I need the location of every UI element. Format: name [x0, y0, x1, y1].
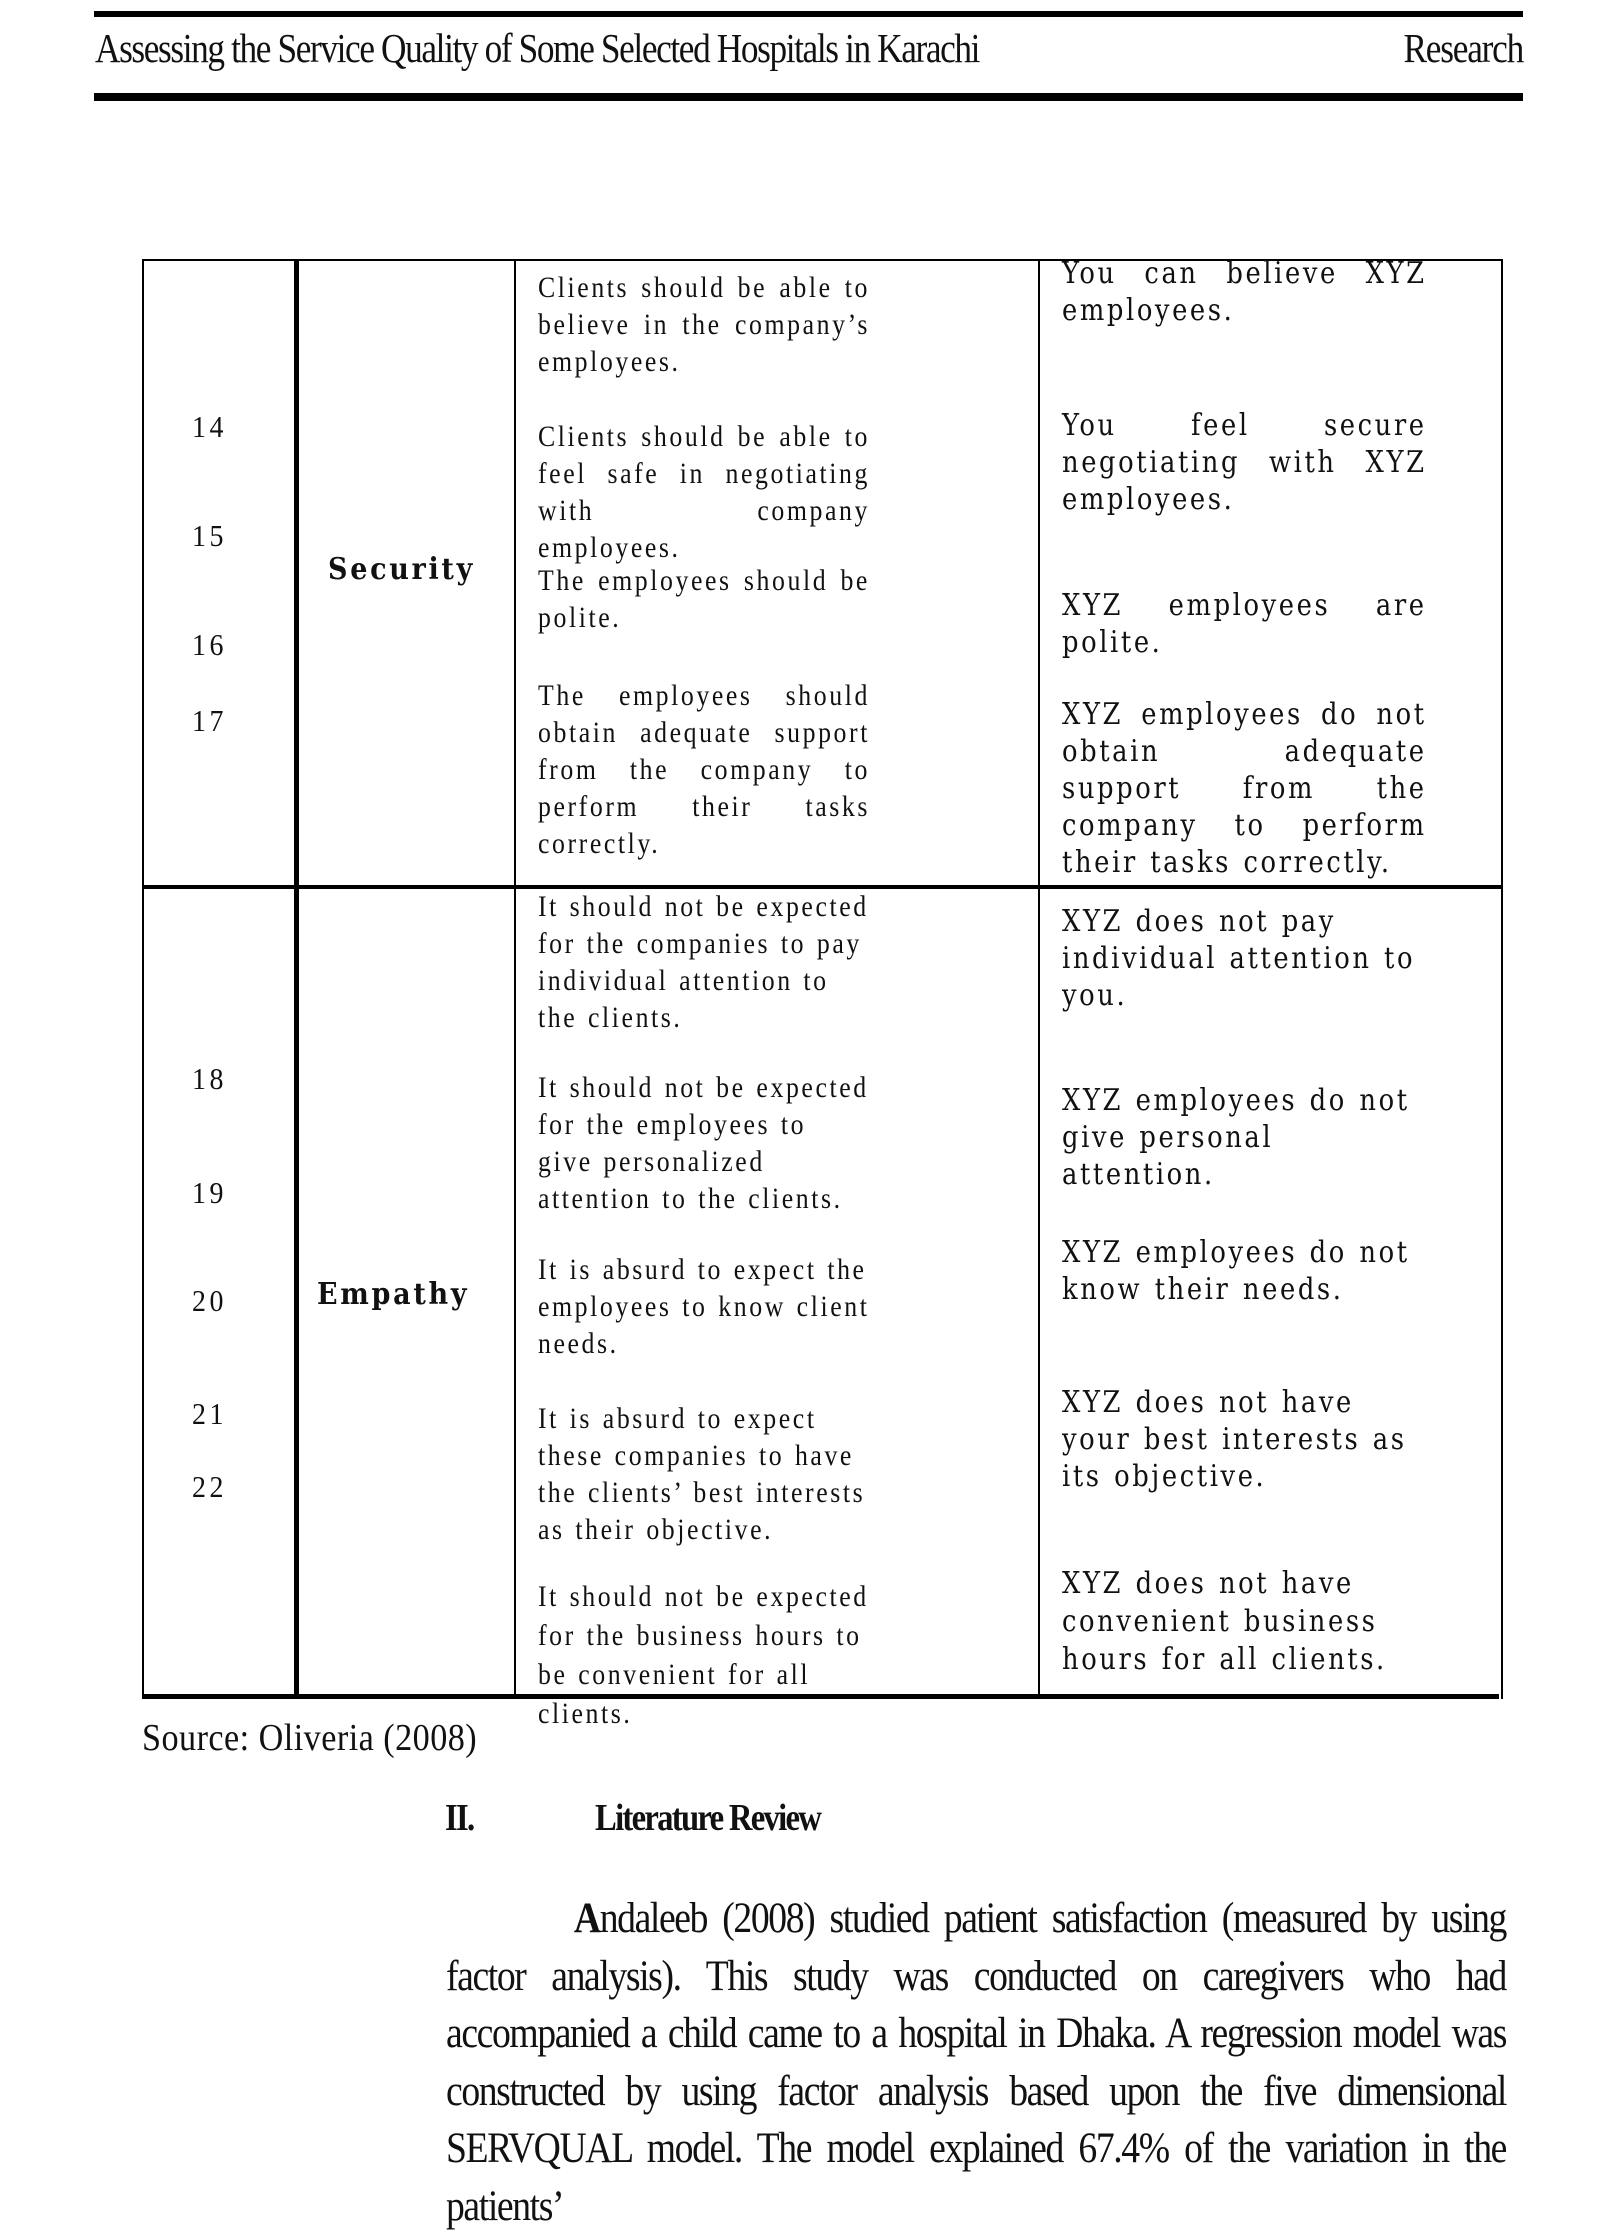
expectation-statement: It should not be expected for the business hours to be convenient for all clients. [538, 1580, 869, 1730]
expectation-statement: The employees should be polite. [538, 564, 870, 634]
item-number: 19 [192, 1175, 228, 1210]
expectation-statement: Clients should be able to feel safe in negotiating with company employees. [538, 420, 870, 564]
expectation-statement: It should not be expected for the employees to give personalized attention to the clients. [538, 1071, 869, 1215]
running-header-title: Assessing the Service Quality of Some Selected Hospitals in Karachi [95, 25, 980, 71]
expectation-statement: It is absurd to expect these companies to have the clients’ best interests as their objective. [538, 1402, 866, 1546]
perception-statement: XYZ does not have convenient business hours for all clients. [1062, 1566, 1387, 1677]
perception-statement: You feel secure negotiating with XYZ employees. [1062, 408, 1427, 517]
section-number: II. [445, 1797, 474, 1839]
header-top-rule [94, 11, 1523, 17]
running-header-section: Research [1403, 25, 1523, 71]
item-number: 16 [192, 627, 228, 662]
item-number: 20 [192, 1283, 228, 1318]
expectation-statement: It is absurd to expect the employees to know client needs. [538, 1253, 870, 1360]
item-number: 14 [192, 409, 228, 444]
dimension-label-security: Security [328, 552, 475, 587]
perception-statement: XYZ does not have your best interests as its objective. [1062, 1385, 1407, 1494]
servqual-items-table [142, 256, 1503, 1730]
table-right-border [1501, 259, 1503, 1699]
table-left-border [142, 259, 144, 1699]
item-number: 22 [192, 1469, 228, 1504]
header-bottom-rule [94, 93, 1523, 101]
paragraph-initial-letter: A [573, 1895, 600, 1942]
section-title: Literature Review [595, 1797, 821, 1839]
item-number: 17 [192, 703, 228, 738]
paragraph-text: ndaleeb (2008) studied patient satisfaction (measured by using factor analysis). This study was conducted on caregivers who had accompanied a child came to a hospital in Dhaka. A regression model was constructed by using factor analysis based upon the five dimensional SERVQUAL model. The model explained 67.4% of the variation in the patients’ [446, 1895, 1506, 2230]
table-number-column-divider [294, 259, 299, 1699]
expectation-statement: The employees should obtain adequate support from the company to perform their tasks correctly. [538, 679, 870, 860]
expectation-statement: Clients should be able to believe in the company’s employees. [538, 271, 870, 378]
perception-statement: XYZ employees do not obtain adequate support from the company to perform their tasks correctly. [1062, 697, 1427, 880]
table-dimension-column-divider [514, 259, 516, 1699]
table-source-note: Source: Oliveria (2008) [142, 1717, 478, 1759]
perception-statement: XYZ employees are polite. [1062, 588, 1427, 660]
table-expectation-column-divider [1038, 259, 1040, 1699]
item-number: 21 [192, 1396, 228, 1431]
perception-statement: XYZ employees do not know their needs. [1062, 1235, 1410, 1307]
item-number: 15 [192, 518, 228, 553]
expectation-statement: It should not be expected for the companies to pay individual attention to the clients. [538, 890, 869, 1034]
perception-statement: You can believe XYZ employees. [1062, 256, 1427, 328]
perception-statement: XYZ employees do not give personal attention. [1062, 1083, 1410, 1192]
dimension-label-empathy: Empathy [317, 1277, 470, 1312]
body-paragraph [446, 1890, 1506, 2235]
item-number: 18 [192, 1061, 228, 1096]
perception-statement: XYZ does not pay individual attention to you. [1062, 904, 1416, 1013]
